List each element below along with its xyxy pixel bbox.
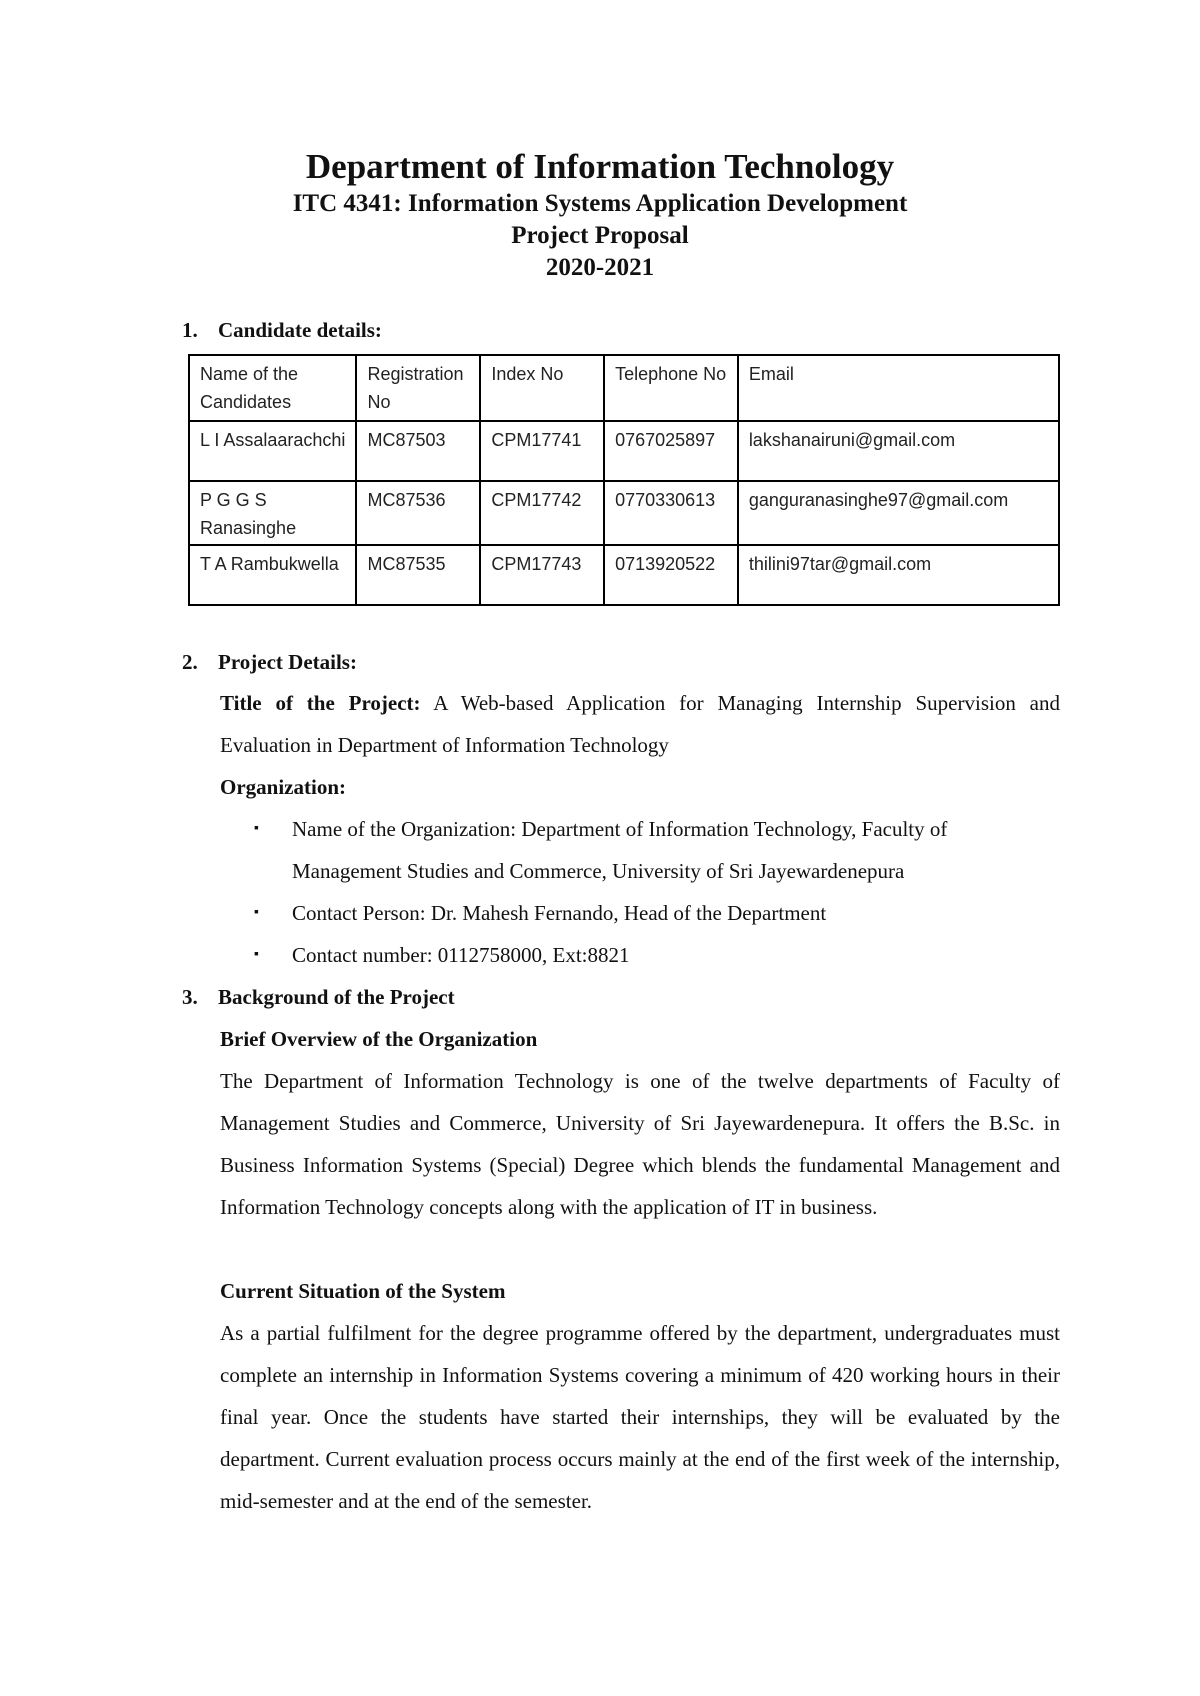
bullet-icon: ▪	[254, 905, 259, 920]
table-header-row	[189, 355, 1059, 421]
column-header: Registration No	[356, 355, 480, 421]
section-candidate-details	[182, 316, 382, 344]
org-item-name: Name of the Organization: Department of Information Technology, Faculty of Management Studies and Commerce, University of Sri Jayewardenepura	[292, 817, 948, 883]
section-background	[182, 983, 455, 1011]
telephone-no: 0770330613	[604, 481, 738, 545]
section-project-details	[182, 648, 357, 676]
candidate-name: P G G S Ranasinghe	[189, 481, 356, 545]
index-no: CPM17741	[480, 421, 604, 481]
document-type: Project Proposal	[511, 222, 689, 249]
candidate-table	[188, 354, 1060, 606]
department-title: Department of Information Technology	[305, 147, 895, 186]
index-no: CPM17743	[480, 545, 604, 605]
overview-paragraph: The Department of Information Technology is one of the twelve departments of Faculty of Management Studies and Commerce, University of Sri Jayewardenepura. It offers the B.Sc. in Business Information Systems (Special) Degree which blends the fundamental Management and Information Technology concepts along with the application of IT in business.	[220, 1069, 1060, 1219]
candidate-name: T A Rambukwella	[189, 545, 356, 605]
overview-heading: Brief Overview of the Organization	[220, 1027, 538, 1051]
academic-year: 2020-2021	[545, 254, 655, 281]
column-header: Email	[738, 355, 1059, 421]
column-header: Telephone No	[604, 355, 738, 421]
email: lakshanairuni@gmail.com	[738, 421, 1059, 481]
column-header: Index No	[480, 355, 604, 421]
project-title-paragraph	[220, 682, 1060, 766]
registration-no: MC87503	[356, 421, 480, 481]
situation-paragraph: As a partial fulfilment for the degree programme offered by the department, undergraduates must complete an internship in Information Systems covering a minimum of 420 working hours in their final year. Once the students have started their internships, they will be evaluated by the department. Current evaluation process occurs mainly at the end of the first week of the internship, mid-semester and at the end of the semester.	[220, 1321, 1060, 1513]
project-title-value: A Web-based Application for Managing Internship Supervision and Evaluation in Department of Information Technology	[220, 691, 1060, 757]
bullet-icon: ▪	[254, 821, 259, 836]
telephone-no: 0713920522	[604, 545, 738, 605]
org-item-contact-number: Contact number: 0112758000, Ext:8821	[292, 943, 630, 967]
section-title: Project Details:	[218, 650, 357, 674]
section-title: Candidate details:	[218, 318, 382, 342]
table-row	[189, 481, 1059, 545]
email: thilini97tar@gmail.com	[738, 545, 1059, 605]
situation-heading: Current Situation of the System	[220, 1279, 506, 1303]
candidate-name: L I Assalaarachchi	[189, 421, 356, 481]
section-title: Background of the Project	[218, 985, 455, 1009]
table-row	[189, 545, 1059, 605]
column-header: Name of the Candidates	[189, 355, 356, 421]
registration-no: MC87535	[356, 545, 480, 605]
table-row	[189, 421, 1059, 481]
index-no: CPM17742	[480, 481, 604, 545]
section-number: 2.	[182, 650, 198, 674]
bullet-icon: ▪	[254, 947, 259, 962]
project-title-label: Title of the Project:	[220, 691, 421, 715]
organization-label: Organization:	[220, 775, 346, 799]
org-item-contact-person: Contact Person: Dr. Mahesh Fernando, Head of the Department	[292, 901, 827, 925]
section-number: 1.	[182, 318, 198, 342]
registration-no: MC87536	[356, 481, 480, 545]
email: ganguranasinghe97@gmail.com	[738, 481, 1059, 545]
course-title: ITC 4341: Information Systems Application Development	[292, 190, 908, 217]
telephone-no: 0767025897	[604, 421, 738, 481]
section-number: 3.	[182, 985, 198, 1009]
